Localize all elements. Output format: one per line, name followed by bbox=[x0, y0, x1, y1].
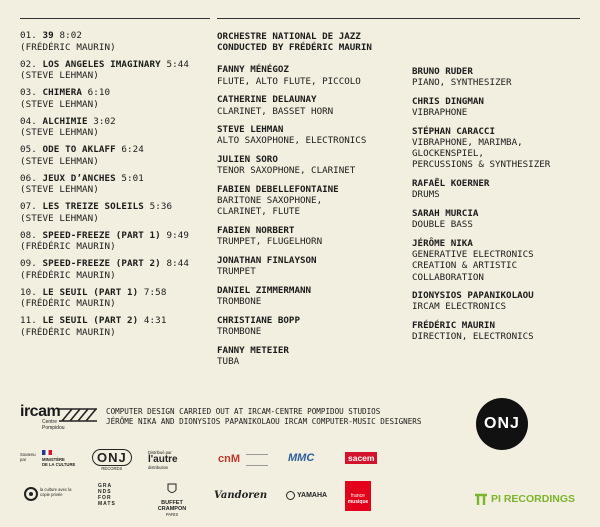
musicians-list-left bbox=[217, 64, 407, 367]
track-item bbox=[20, 116, 210, 139]
onj-circle-logo: ONJ bbox=[476, 398, 528, 450]
musician-role: PERCUSSIONS & SYNTHESIZER bbox=[412, 159, 551, 171]
distrib-line2: l'autre bbox=[148, 454, 178, 465]
france-musique-line2: musique bbox=[347, 499, 369, 505]
musician-entry bbox=[412, 208, 592, 230]
track-duration: 3:02 bbox=[93, 115, 116, 127]
track-title-line bbox=[20, 116, 210, 128]
french-flag-icon bbox=[42, 450, 52, 455]
track-title-line bbox=[20, 144, 210, 156]
track-duration: 6:10 bbox=[87, 87, 111, 98]
track-title-line bbox=[20, 287, 210, 299]
track-item bbox=[20, 173, 210, 196]
ministere-line1: MINISTÈRE bbox=[42, 457, 65, 462]
track-composer: (STEVE LEHMAN) bbox=[20, 184, 99, 195]
ministere-line2: DE LA CULTURE bbox=[42, 462, 76, 467]
musician-role: BARITONE SAXOPHONE, bbox=[217, 195, 323, 207]
track-composer: (STEVE LEHMAN) bbox=[20, 212, 99, 224]
track-item bbox=[20, 287, 210, 310]
musician-entry bbox=[217, 255, 407, 277]
credit-line-1: COMPUTER DESIGN CARRIED OUT AT IRCAM-CENTRE POMPIDOU STUDIOS bbox=[106, 407, 381, 416]
ministere-culture-logo bbox=[42, 450, 75, 467]
musician-entry bbox=[412, 238, 592, 283]
musician-name: JÉRÔME NIKA bbox=[412, 237, 473, 249]
ircam-credit-text bbox=[106, 407, 421, 427]
musician-name: STÉPHAN CARACCI bbox=[412, 125, 495, 137]
distrib-line1: Distribué par bbox=[148, 450, 172, 455]
track-item bbox=[20, 59, 210, 82]
track-item bbox=[20, 230, 210, 253]
track-title: LE SEUIL (PART 2) bbox=[42, 315, 139, 326]
track-title-line bbox=[20, 59, 210, 71]
track-duration: 4:31 bbox=[143, 315, 167, 326]
track-title: LE SEUIL (PART 1) bbox=[42, 286, 139, 298]
soutenu-par: Soutenu par bbox=[20, 452, 36, 462]
musician-entry bbox=[217, 124, 407, 146]
musician-role: IRCAM ELECTRONICS bbox=[412, 301, 507, 313]
track-number: 10. bbox=[20, 286, 37, 298]
track-duration: 7:58 bbox=[143, 286, 167, 298]
musician-entry bbox=[217, 154, 407, 176]
grands-formats-line: NDS bbox=[98, 489, 112, 495]
track-item bbox=[20, 258, 210, 281]
credit-line-2: JÉRÔME NIKA AND DIONYSIOS PAPANIKOLAOU IRCAM COMPUTER-MUSIC DESIGNERS bbox=[106, 417, 422, 426]
track-item bbox=[20, 30, 210, 53]
track-title: CHIMERA bbox=[42, 87, 82, 98]
track-title-line bbox=[20, 30, 210, 42]
musician-name: DIONYSIOS PAPANIKOLAOU bbox=[412, 290, 534, 302]
sacem-word: sacem bbox=[345, 452, 377, 464]
grands-formats-logo bbox=[98, 483, 116, 507]
autre-distribution-logo bbox=[148, 450, 178, 470]
zigzag-logo-icon bbox=[58, 407, 98, 423]
copie-privee-text: la culture avec la copie privée bbox=[40, 487, 72, 497]
musician-entry bbox=[217, 184, 407, 218]
musician-entry bbox=[412, 66, 592, 88]
yamaha-word: YAMAHA bbox=[297, 492, 328, 499]
ircam-wordmark: ircam bbox=[20, 403, 61, 420]
track-number: 09. bbox=[20, 258, 37, 269]
track-title: ODE TO AKLAFF bbox=[42, 144, 116, 155]
track-number: 03. bbox=[20, 87, 37, 98]
musician-entry bbox=[412, 320, 592, 342]
sacem-logo bbox=[345, 452, 377, 464]
track-item bbox=[20, 315, 210, 338]
track-title: JEUX D’ANCHES bbox=[42, 172, 116, 184]
musician-role: TROMBONE bbox=[217, 296, 262, 308]
track-title-line bbox=[20, 230, 210, 242]
musician-name: JULIEN SORO bbox=[217, 154, 278, 166]
musicians-list-right bbox=[412, 66, 592, 343]
copie-privee-logo bbox=[24, 487, 79, 501]
musician-role: PIANO, SYNTHESIZER bbox=[412, 77, 512, 89]
track-number: 01. bbox=[20, 30, 37, 41]
buffet-crest-icon bbox=[167, 483, 177, 495]
musician-name: RAFAËL KOERNER bbox=[412, 178, 490, 190]
cnm-subtext-icon bbox=[246, 454, 268, 466]
track-title-line bbox=[20, 315, 210, 327]
track-duration: 5:01 bbox=[121, 172, 144, 184]
cnm-logo: cnM bbox=[218, 453, 240, 465]
yamaha-tuning-fork-icon bbox=[286, 491, 295, 500]
musician-role: TENOR SAXOPHONE, CLARINET bbox=[217, 165, 356, 177]
track-item bbox=[20, 144, 210, 167]
musician-role: CLARINET, BASSET HORN bbox=[217, 105, 334, 117]
track-composer: (FRÉDÉRIC MAURIN) bbox=[20, 41, 116, 53]
musician-name: FABIEN NORBERT bbox=[217, 225, 295, 237]
musician-name: FABIEN DEBELLEFONTAINE bbox=[217, 184, 339, 196]
track-item bbox=[20, 201, 210, 224]
musician-name: CATHERINE DELAUNAY bbox=[217, 94, 317, 106]
top-rule-right bbox=[217, 18, 580, 19]
grands-formats-line: FOR bbox=[98, 495, 112, 501]
musician-role: TROMBONE bbox=[217, 326, 262, 338]
buffet-line3: PARIS bbox=[165, 512, 179, 517]
pi-recordings-logo bbox=[474, 492, 575, 506]
musician-name: DANIEL ZIMMERMANN bbox=[217, 284, 312, 296]
pi-recordings-word: PI RECORDINGS bbox=[491, 493, 576, 505]
musician-name: CHRISTIANE BOPP bbox=[217, 314, 300, 326]
pi-symbol-icon bbox=[474, 492, 488, 506]
track-title-line bbox=[20, 87, 210, 99]
musician-role: TUBA bbox=[217, 355, 240, 367]
musician-entry bbox=[412, 290, 592, 312]
copie-privee-icon bbox=[24, 487, 38, 501]
musician-entry bbox=[412, 178, 592, 200]
musician-role: VIBRAPHONE, MARIMBA, bbox=[412, 137, 523, 149]
track-duration: 5:44 bbox=[166, 58, 189, 70]
ircam-sub2: Pompidou bbox=[42, 424, 65, 431]
track-number: 05. bbox=[20, 144, 37, 155]
track-duration: 5:36 bbox=[149, 201, 173, 212]
yamaha-logo bbox=[286, 491, 327, 500]
track-title-line bbox=[20, 201, 210, 213]
track-title-line bbox=[20, 173, 210, 185]
musician-entry bbox=[412, 96, 592, 118]
track-number: 07. bbox=[20, 201, 37, 212]
musician-role: GLOCKENSPIEL, bbox=[412, 148, 484, 160]
musician-role: DIRECTION, ELECTRONICS bbox=[412, 331, 534, 343]
track-list bbox=[20, 30, 210, 344]
onj-records-logo bbox=[92, 449, 132, 471]
buffet-line2: CRAMPON bbox=[157, 506, 187, 512]
orchestra-name: ORCHESTRE NATIONAL DE JAZZ bbox=[217, 31, 361, 42]
musician-name: SARAH MURCIA bbox=[412, 208, 479, 220]
track-title-line bbox=[20, 258, 210, 270]
track-number: 02. bbox=[20, 58, 37, 70]
orchestra-heading bbox=[217, 31, 407, 53]
musician-name: CHRIS DINGMAN bbox=[412, 95, 484, 107]
track-title: 39 bbox=[42, 30, 54, 41]
track-composer: (FRÉDÉRIC MAURIN) bbox=[20, 326, 116, 338]
track-composer: (FRÉDÉRIC MAURIN) bbox=[20, 298, 116, 309]
track-number: 11. bbox=[20, 315, 37, 326]
grands-formats-line: GRA bbox=[98, 483, 113, 489]
conductor-line: CONDUCTED BY FRÉDÉRIC MAURIN bbox=[217, 42, 372, 54]
track-composer: (STEVE LEHMAN) bbox=[20, 98, 99, 110]
musician-role: GENERATIVE ELECTRONICS bbox=[412, 249, 534, 261]
musician-role: CLARINET, FLUTE bbox=[217, 206, 300, 218]
track-title: SPEED-FREEZE (PART 2) bbox=[42, 258, 161, 269]
musician-role: COLLABORATION bbox=[412, 271, 484, 283]
track-number: 08. bbox=[20, 229, 37, 241]
track-item bbox=[20, 87, 210, 110]
musician-role: DRUMS bbox=[412, 189, 440, 201]
musician-entry bbox=[217, 225, 407, 247]
buffet-crampon-logo bbox=[152, 482, 192, 517]
track-composer: (STEVE LEHMAN) bbox=[20, 127, 99, 138]
onj-records-sub: RECORDS bbox=[101, 466, 123, 471]
musician-role: VIBRAPHONE bbox=[412, 107, 468, 119]
onj-records-word: ONJ bbox=[92, 449, 132, 466]
musician-role: TRUMPET, FLUGELHORN bbox=[217, 236, 323, 248]
track-title: LOS ANGELES IMAGINARY bbox=[42, 58, 161, 70]
musician-entry bbox=[217, 345, 407, 367]
track-duration: 6:24 bbox=[121, 144, 144, 155]
musician-role: FLUTE, ALTO FLUTE, PICCOLO bbox=[217, 75, 361, 87]
distrib-line3: distribution bbox=[148, 465, 169, 470]
musician-name: FANNY MÉNÉGOZ bbox=[217, 64, 289, 76]
france-musique-logo bbox=[345, 481, 371, 511]
ircam-credits bbox=[20, 404, 580, 444]
track-composer: (STEVE LEHMAN) bbox=[20, 155, 99, 167]
track-title: ALCHIMIE bbox=[42, 115, 88, 127]
musician-entry bbox=[412, 126, 592, 171]
musician-name: FANNY METEIER bbox=[217, 344, 289, 356]
mmc-logo: MMC bbox=[288, 452, 315, 464]
track-duration: 9:49 bbox=[166, 229, 189, 241]
musician-name: JONATHAN FINLAYSON bbox=[217, 255, 317, 267]
musician-role: TRUMPET bbox=[217, 266, 256, 278]
track-title: SPEED-FREEZE (PART 1) bbox=[42, 229, 161, 241]
musician-name: FRÉDÉRIC MAURIN bbox=[412, 320, 495, 332]
musicians-column-right bbox=[412, 66, 592, 350]
track-duration: 8:44 bbox=[166, 258, 189, 269]
track-composer: (FRÉDÉRIC MAURIN) bbox=[20, 269, 116, 281]
track-composer: (STEVE LEHMAN) bbox=[20, 70, 99, 81]
top-rule-left bbox=[20, 18, 210, 19]
musician-role: ALTO SAXOPHONE, ELECTRONICS bbox=[217, 135, 367, 147]
musician-role: CREATION & ARTISTIC bbox=[412, 260, 518, 272]
musician-name: BRUNO RUDER bbox=[412, 66, 473, 77]
musician-name: STEVE LEHMAN bbox=[217, 124, 284, 136]
musician-entry bbox=[217, 285, 407, 307]
musicians-column-left bbox=[217, 31, 407, 375]
ircam-sub1: Centre bbox=[42, 419, 58, 425]
vandoren-logo: Vandoren bbox=[214, 490, 268, 501]
buffet-line1: BUFFET bbox=[161, 500, 183, 506]
france-musique-line1: france bbox=[351, 493, 365, 499]
track-number: 06. bbox=[20, 172, 37, 184]
track-number: 04. bbox=[20, 115, 37, 127]
musician-entry bbox=[217, 94, 407, 116]
track-title: LES TREIZE SOLEILS bbox=[42, 201, 144, 212]
grands-formats-line: MATS bbox=[98, 501, 116, 507]
track-composer: (FRÉDÉRIC MAURIN) bbox=[20, 241, 116, 252]
musician-entry bbox=[217, 315, 407, 337]
musician-role: DOUBLE BASS bbox=[412, 219, 473, 231]
musician-entry bbox=[217, 64, 407, 86]
track-duration: 8:02 bbox=[59, 30, 82, 41]
